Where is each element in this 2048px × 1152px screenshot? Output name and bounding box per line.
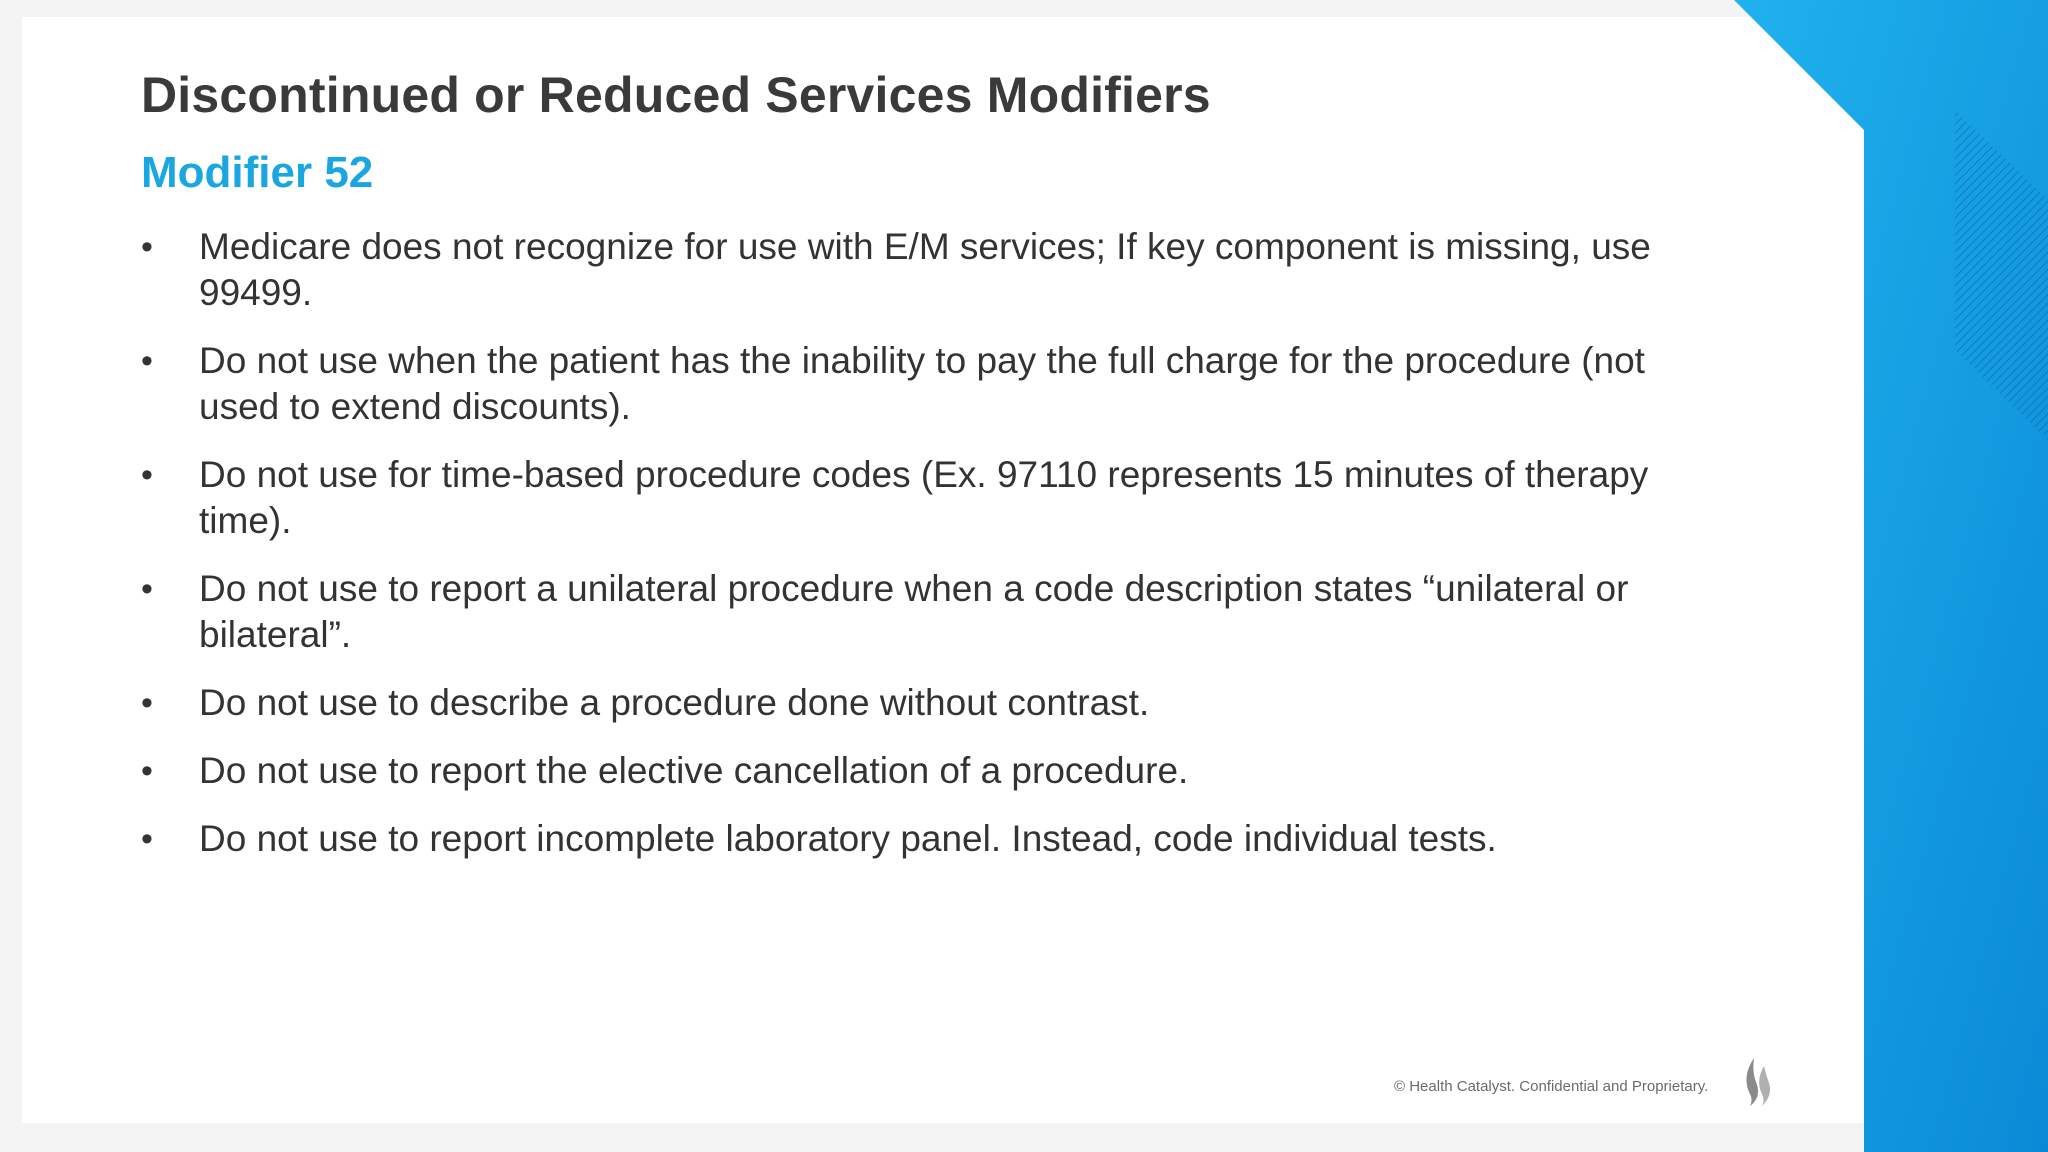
bullet-dot: • [141,342,153,380]
bullet-text: Do not use for time-based procedure codes (Ex. 97110 represents 15 minutes of therapy time). [199,454,1649,541]
bullet-dot: • [141,820,153,858]
slide-subtitle: Modifier 52 [141,148,374,197]
bullet-text: Medicare does not recognize for use with E/M services; If key component is missing, use 99499. [199,226,1651,313]
bullet-item [141,338,1701,430]
bullet-item [141,224,1701,316]
bullet-dot: • [141,570,153,608]
bullet-dot: • [141,456,153,494]
bullet-text: Do not use to report incomplete laboratory panel. Instead, code individual tests. [199,818,1497,859]
bullet-item [141,816,1701,862]
bullet-text: Do not use when the patient has the inability to pay the full charge for the procedure (not used to extend discounts). [199,340,1645,427]
bullet-item [141,566,1701,658]
bullet-list [141,224,1701,884]
bullet-item [141,748,1701,794]
bullet-dot: • [141,228,153,266]
decorative-blue-band [1864,0,2048,1152]
bullet-text: Do not use to describe a procedure done without contrast. [199,682,1150,723]
health-catalyst-logo-icon [1740,1056,1774,1108]
bullet-dot: • [141,684,153,722]
bullet-dot: • [141,752,153,790]
footer-copyright: © Health Catalyst. Confidential and Proprietary. [1394,1078,1709,1095]
bullet-item [141,452,1701,544]
bullet-item [141,680,1701,726]
slide-title: Discontinued or Reduced Services Modifiers [141,67,1211,123]
bullet-text: Do not use to report a unilateral procedure when a code description states “unilateral or bilateral”. [199,568,1629,655]
bullet-text: Do not use to report the elective cancellation of a procedure. [199,750,1189,791]
